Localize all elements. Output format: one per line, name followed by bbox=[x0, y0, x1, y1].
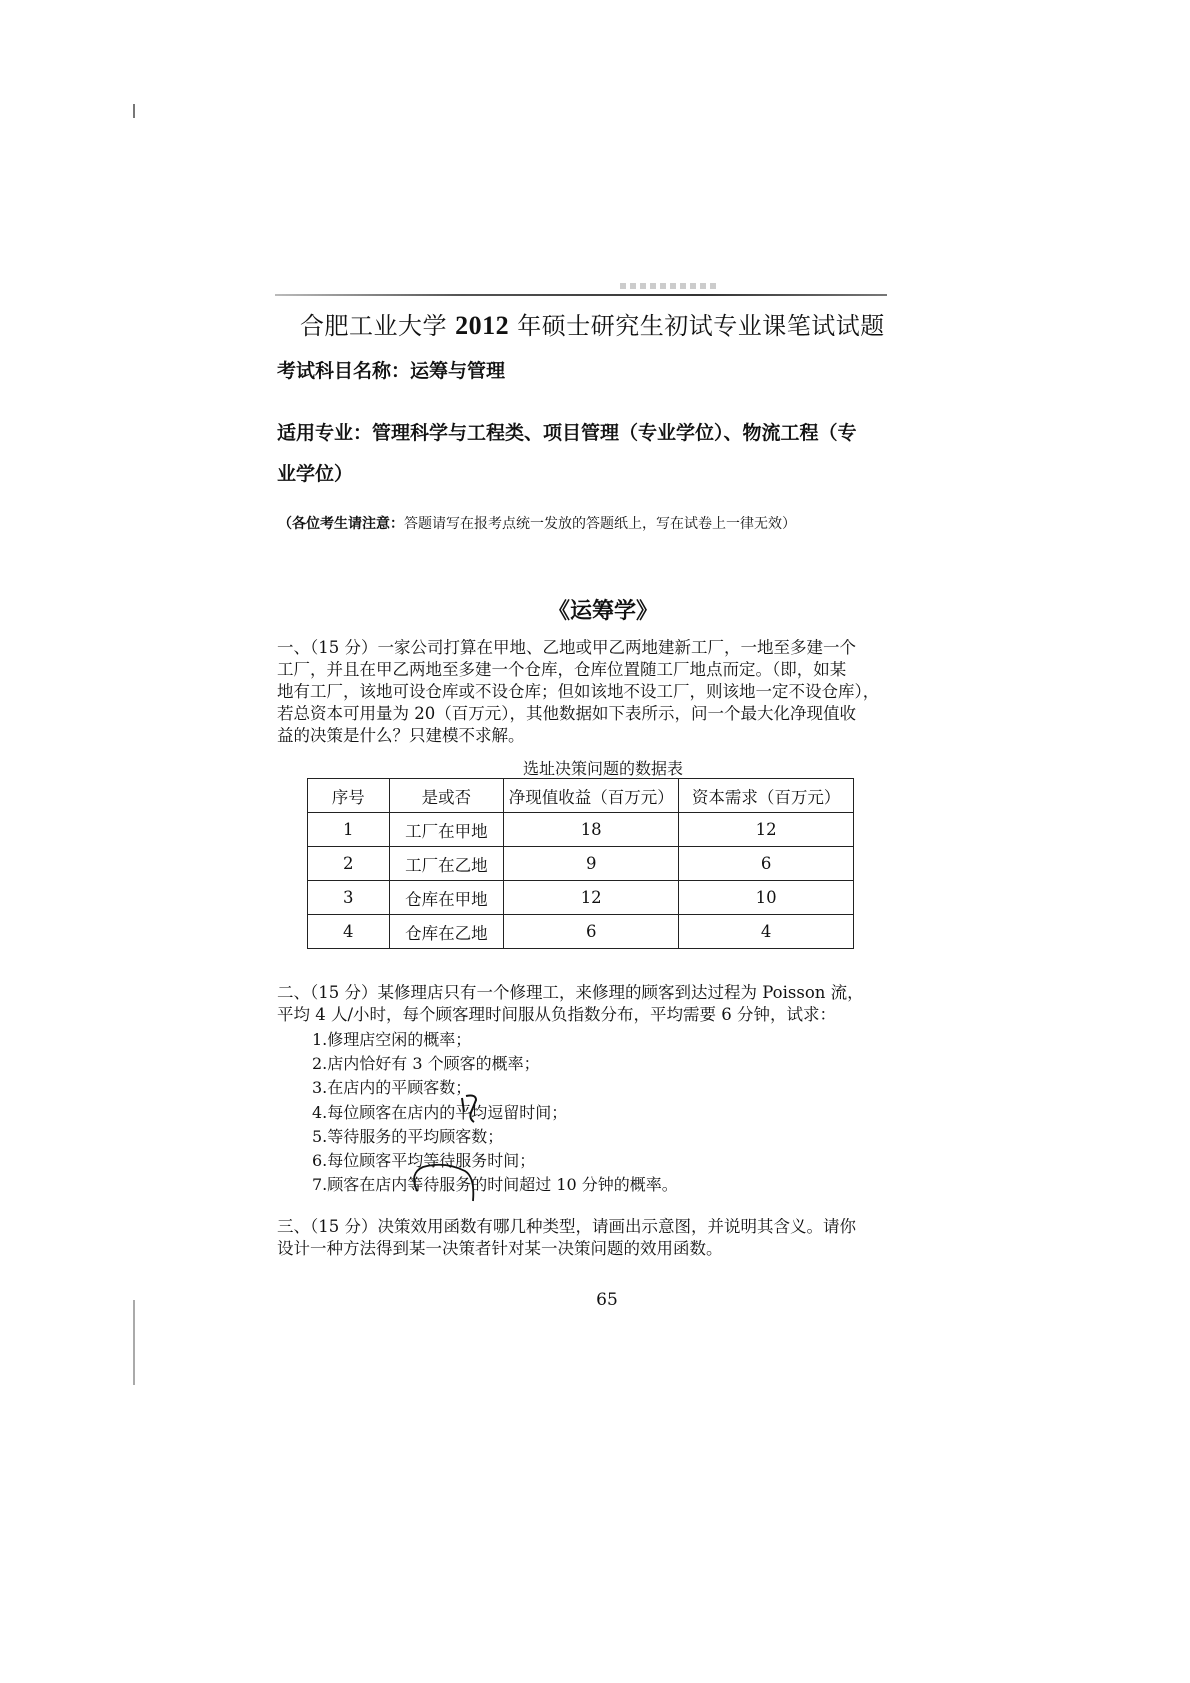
q3-line: 设计一种方法得到某一决策者针对某一决策问题的效用函数。 bbox=[277, 1239, 723, 1258]
q2-item: 6.每位顾客平均等待服务时间； bbox=[312, 1151, 536, 1171]
major-label: 适用专业： bbox=[277, 422, 373, 444]
question-1-text bbox=[277, 637, 887, 747]
q2-line: 平均 4 人/小时，每个顾客理时间服从负指数分布，平均需要 6 分钟，试求： bbox=[277, 1005, 837, 1024]
table-caption: 选址决策问题的数据表 bbox=[522, 759, 683, 778]
table-header-cell: 净现值收益（百万元） bbox=[504, 779, 679, 813]
subject-value: 运筹与管理 bbox=[410, 360, 506, 382]
q2-item: 5.等待服务的平均顾客数； bbox=[312, 1126, 504, 1146]
q1-line: 地有工厂，该地可设仓库或不设仓库；但如该地不设工厂，则该地一定不设仓库）， bbox=[277, 682, 880, 701]
page-number: 65 bbox=[596, 1290, 618, 1310]
question-3-text bbox=[277, 1216, 887, 1260]
table-cell: 10 bbox=[679, 881, 854, 915]
scan-margin-mark-bottom bbox=[133, 1300, 135, 1385]
scan-margin-mark-top bbox=[133, 104, 135, 118]
table-cell: 1 bbox=[308, 813, 390, 847]
header-rule bbox=[275, 294, 887, 296]
title-prefix: 合肥工业大学 bbox=[300, 312, 447, 340]
table-header-row bbox=[308, 779, 854, 813]
table-cell: 18 bbox=[504, 813, 679, 847]
table-cell: 6 bbox=[679, 847, 854, 881]
table-header-cell: 资本需求（百万元） bbox=[679, 779, 854, 813]
table-header-cell: 是或否 bbox=[389, 779, 504, 813]
table-row bbox=[308, 881, 854, 915]
notice-bold: （各位考生请注意： bbox=[278, 516, 404, 532]
title-suffix: 年硕士研究生初试专业课笔试试题 bbox=[517, 312, 885, 340]
table-cell: 9 bbox=[504, 847, 679, 881]
table-cell: 3 bbox=[308, 881, 390, 915]
title-year: 2012 bbox=[455, 311, 510, 340]
q2-item: 2.店内恰好有 3 个顾客的概率； bbox=[312, 1054, 540, 1074]
notice-text: 答题请写在报考点统一发放的答题纸上，写在试卷上一律无效） bbox=[404, 516, 796, 532]
q2-item: 4.每位顾客在店内的平均逗留时间； bbox=[312, 1102, 568, 1122]
table-cell: 仓库在乙地 bbox=[389, 915, 504, 949]
q1-line: 益的决策是什么？只建模不求解。 bbox=[277, 726, 525, 745]
subject-label: 考试科目名称： bbox=[277, 360, 411, 382]
table-cell: 12 bbox=[679, 813, 854, 847]
q2-item: 7.顾客在店内等待服务的时间超过 10 分钟的概率。 bbox=[312, 1175, 678, 1195]
q3-line: 三、（15 分）决策效用函数有哪几种类型，请画出示意图，并说明其含义。请你 bbox=[277, 1217, 856, 1236]
header-faint-text bbox=[620, 283, 720, 289]
major-line-1 bbox=[277, 418, 857, 445]
table-row bbox=[308, 813, 854, 847]
table-cell: 4 bbox=[308, 915, 390, 949]
exam-title bbox=[300, 306, 885, 341]
major-line-2 bbox=[277, 459, 353, 486]
table-cell: 工厂在甲地 bbox=[389, 813, 504, 847]
q2-item: 1.修理店空闲的概率； bbox=[312, 1030, 472, 1049]
data-table bbox=[307, 778, 854, 949]
q1-line: 一、（15 分）一家公司打算在甲地、乙地或甲乙两地建新工厂，一地至多建一个 bbox=[277, 638, 856, 657]
table-row bbox=[308, 847, 854, 881]
table-cell: 4 bbox=[679, 915, 854, 949]
section-title: 《运筹学》 bbox=[547, 599, 658, 624]
q2-line: 二、（15 分）某修理店只有一个修理工，来修理的顾客到达过程为 Poisson 流， bbox=[277, 983, 864, 1002]
subject-line bbox=[277, 356, 505, 383]
q1-line: 工厂，并且在甲乙两地至多建一个仓库，仓库位置随工厂地点而定。（即，如某 bbox=[277, 660, 847, 679]
table-cell: 6 bbox=[504, 915, 679, 949]
question-2-text bbox=[277, 982, 887, 1026]
table-header-cell: 序号 bbox=[308, 779, 390, 813]
major-value-1: 管理科学与工程类、项目管理（专业学位）、物流工程（专 bbox=[372, 422, 857, 444]
q2-item: 3.在店内的平顾客数； bbox=[312, 1078, 472, 1098]
major-value-2: 业学位） bbox=[277, 463, 354, 485]
table-row bbox=[308, 915, 854, 949]
table-cell: 2 bbox=[308, 847, 390, 881]
table-cell: 仓库在甲地 bbox=[389, 881, 504, 915]
table-cell: 12 bbox=[504, 881, 679, 915]
table-cell: 工厂在乙地 bbox=[389, 847, 504, 881]
question-2-items bbox=[312, 1028, 678, 1197]
q1-line: 若总资本可用量为 20（百万元），其他数据如下表所示，问一个最大化净现值收 bbox=[277, 704, 856, 723]
notice bbox=[278, 513, 796, 533]
